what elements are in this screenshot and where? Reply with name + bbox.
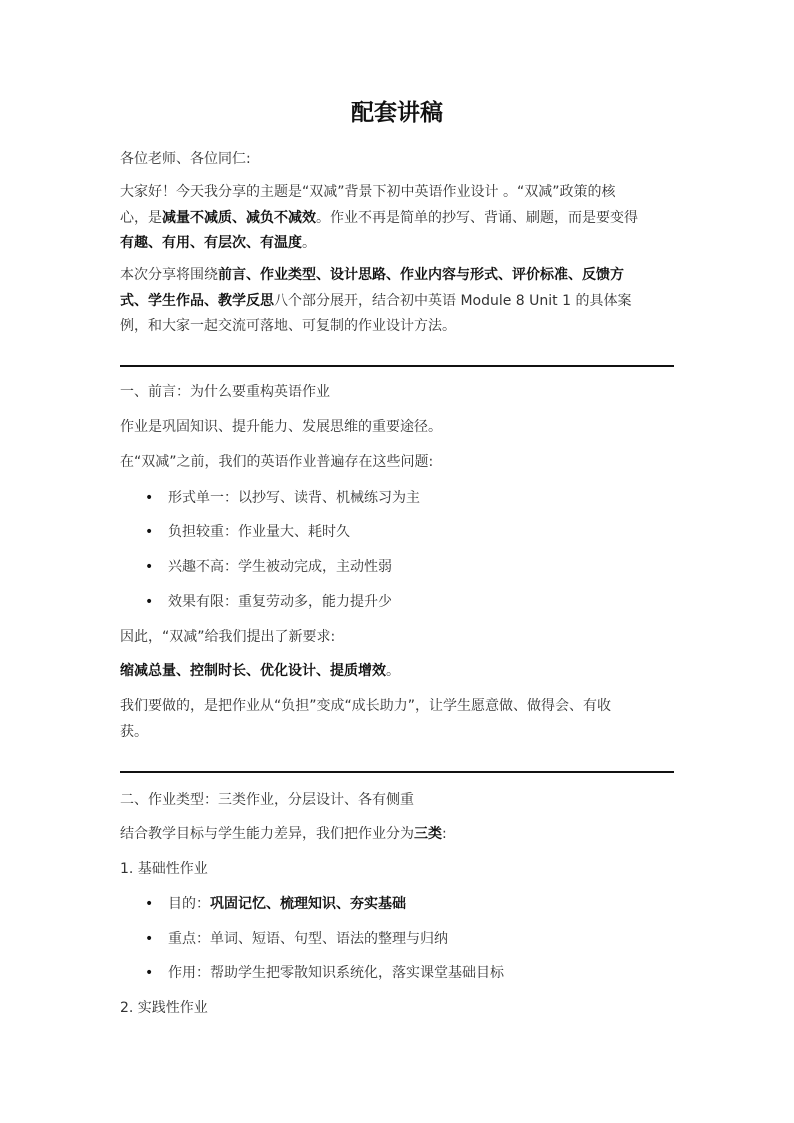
section1-heading: 一、前言：为什么要重构英语作业 bbox=[120, 384, 330, 400]
bullet-icon: • bbox=[145, 896, 154, 912]
list-item-label: 目的： bbox=[168, 896, 210, 912]
section2-paragraph-1 bbox=[120, 822, 660, 848]
intro2-text-c: 例，和大家一起交流可落地、可复制的作业设计方法。 bbox=[120, 318, 456, 334]
list-item-text: 兴趣不高：学生被动完成，主动性弱 bbox=[168, 559, 392, 575]
intro2-text-b: 八个部分展开，结合初中英语 Module 8 Unit 1 的具体案 bbox=[274, 292, 632, 309]
section-divider-2 bbox=[120, 771, 674, 773]
bullet-icon: • bbox=[145, 524, 154, 540]
intro1-emphasis-2: 有趣、有用、有层次、有温度 bbox=[120, 235, 302, 251]
section1-paragraph-1: 作业是巩固知识、提升能力、发展思维的重要途径。 bbox=[120, 419, 442, 435]
section-divider-1 bbox=[120, 365, 674, 367]
section2-heading: 二、作业类型：三类作业，分层设计、各有侧重 bbox=[120, 792, 414, 808]
list-item-text bbox=[168, 894, 406, 914]
bullet-icon: • bbox=[145, 594, 154, 610]
list-item-text: 负担较重：作业量大、耗时久 bbox=[168, 524, 350, 540]
bullet-icon: • bbox=[145, 965, 154, 981]
intro2-emphasis-2: 式、学生作品、教学反思 bbox=[120, 292, 274, 309]
list-item-text: 重点：单词、短语、句型、语法的整理与归纳 bbox=[168, 931, 448, 947]
homework-type-2-heading: 2. 实践性作业 bbox=[120, 1000, 208, 1016]
list-item-text: 形式单一：以抄写、读背、机械练习为主 bbox=[168, 490, 420, 506]
section1-paragraph-5 bbox=[120, 694, 660, 745]
section1-paragraph-4 bbox=[120, 659, 660, 685]
page-title: 配套讲稿 bbox=[351, 100, 443, 126]
homework-type-1-heading: 1. 基础性作业 bbox=[120, 861, 208, 877]
list-item-text: 效果有限：重复劳动多，能力提升少 bbox=[168, 594, 392, 610]
intro1-text-e: 。 bbox=[302, 235, 316, 251]
section1-p5-line-b: 获。 bbox=[120, 723, 148, 740]
intro1-emphasis-1: 减量不减质、减负不减效 bbox=[162, 209, 316, 226]
bullet-icon: • bbox=[145, 931, 154, 947]
bullet-icon: • bbox=[145, 559, 154, 575]
section2-p1-end: : bbox=[442, 826, 447, 842]
section2-p1-text: 结合教学目标与学生能力差异，我们把作业分为 bbox=[120, 826, 414, 842]
intro2-emphasis-1: 前言、作业类型、设计思路、作业内容与形式、评价标准、反馈方 bbox=[218, 267, 624, 283]
intro1-text-c: 。作业不再是简单的抄写、背诵、刷题，而是要变得 bbox=[316, 209, 638, 226]
section2-emphasis: 三类 bbox=[414, 826, 442, 842]
intro1-text-b: 心，是 bbox=[120, 209, 162, 226]
section1-paragraph-3: 因此，“双减”给我们提出了新要求: bbox=[120, 629, 336, 645]
greeting: 各位老师、各位同仁: bbox=[120, 151, 251, 167]
list-item-text: 作用：帮助学生把零散知识系统化，落实课堂基础目标 bbox=[168, 965, 504, 981]
bullet-icon: • bbox=[145, 490, 154, 506]
section1-emphasis: 缩减总量、控制时长、优化设计、提质增效 bbox=[120, 663, 386, 679]
list-item-emphasis: 巩固记忆、梳理知识、夯实基础 bbox=[210, 896, 406, 912]
intro-paragraph-2 bbox=[120, 263, 660, 340]
intro2-text-a: 本次分享将围绕 bbox=[120, 267, 218, 283]
section1-p4-end: 。 bbox=[386, 663, 400, 679]
section1-paragraph-2: 在“双减”之前，我们的英语作业普遍存在这些问题: bbox=[120, 454, 434, 470]
section1-p5-line-a: 我们要做的，是把作业从“负担”变成“成长助力”，让学生愿意做、做得会、有收 bbox=[120, 698, 612, 714]
intro1-line-a: 大家好！今天我分享的主题是“双减”背景下初中英语作业设计 。“双减”政策的核 bbox=[120, 184, 616, 200]
intro-paragraph-1 bbox=[120, 180, 660, 257]
